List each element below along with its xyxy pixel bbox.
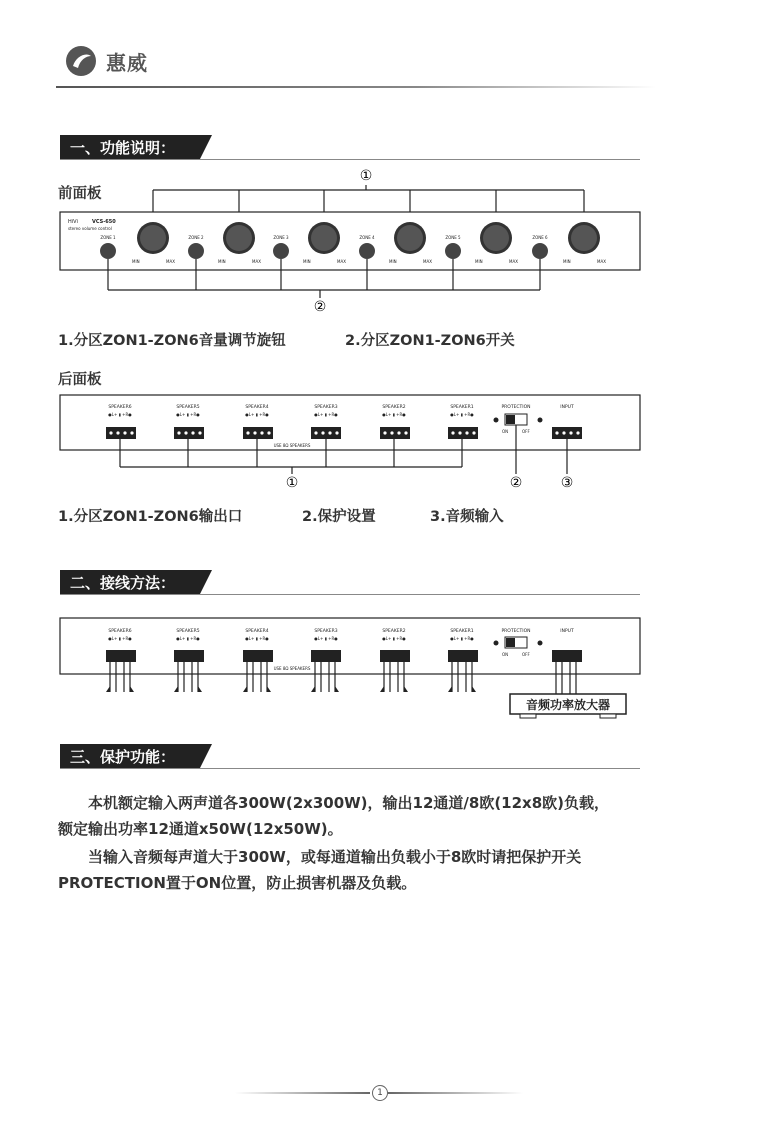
panel-brand: HiVi <box>68 219 78 225</box>
section-header-wiring <box>60 570 200 594</box>
svg-text:●L+ ▮ +R●: ●L+ ▮ +R● <box>450 636 474 641</box>
svg-text:MIN: MIN <box>563 259 571 264</box>
svg-text:SPEAKER3: SPEAKER3 <box>314 405 338 410</box>
section-header-protection <box>60 744 200 768</box>
svg-text:MAX: MAX <box>509 259 518 264</box>
svg-text:●L+ ▮ +R●: ●L+ ▮ +R● <box>108 636 132 641</box>
panel-model: VCS-650 <box>92 219 116 225</box>
protection-paragraph-2 <box>58 844 698 896</box>
speaker-icons <box>106 686 476 692</box>
rear-caption-a: 1.分区ZON1-ZON6输出口 <box>58 509 243 525</box>
rear-callout-3: ③ <box>560 475 574 491</box>
svg-text:●L+ ▮ +R●: ●L+ ▮ +R● <box>176 636 200 641</box>
svg-text:OFF: OFF <box>522 429 530 434</box>
footer-rule-right <box>388 1092 523 1094</box>
svg-text:ZONE 1: ZONE 1 <box>100 235 116 240</box>
p1-line2: 额定输出功率12通道x50W(12x50W)。 <box>58 820 343 838</box>
hivi-logo-icon <box>64 44 98 78</box>
wiring-panel-outline <box>60 618 640 674</box>
svg-text:SPEAKER1: SPEAKER1 <box>450 629 474 634</box>
amplifier-label: 音频功率放大器 <box>525 698 611 712</box>
p2-line2: PROTECTION置于ON位置，防止损害机器及负载。 <box>58 874 417 892</box>
svg-text:INPUT: INPUT <box>560 629 574 634</box>
svg-text:●L+ ▮ +R●: ●L+ ▮ +R● <box>245 636 269 641</box>
svg-text:ZONE 4: ZONE 4 <box>359 235 375 240</box>
svg-text:USE 8Ω SPEAKERS: USE 8Ω SPEAKERS <box>273 666 311 671</box>
front-caption-b: 2.分区ZON1-ZON6开关 <box>345 333 515 349</box>
rear-callout-2: ② <box>509 475 523 491</box>
svg-text:MIN: MIN <box>132 259 140 264</box>
section-underline <box>60 594 640 595</box>
svg-text:ON: ON <box>502 429 509 434</box>
p2-line1: 当输入音频每声道大于300W，或每通道输出负载小于8欧时请把保护开关 <box>88 848 582 866</box>
section-header-functions <box>60 135 200 159</box>
rear-caption-c: 3.音频输入 <box>430 509 504 525</box>
panel-subtitle: stereo volume control <box>68 226 112 231</box>
svg-text:SPEAKER5: SPEAKER5 <box>176 629 200 634</box>
header-divider <box>56 86 656 88</box>
svg-text:ZONE 6: ZONE 6 <box>532 235 548 240</box>
svg-text:SPEAKER3: SPEAKER3 <box>314 629 338 634</box>
page-number: 1 <box>372 1085 388 1101</box>
use-note: USE 8Ω SPEAKERS <box>273 443 311 448</box>
svg-text:SPEAKER6: SPEAKER6 <box>108 629 132 634</box>
rear-panel-outline <box>60 395 640 450</box>
svg-text:●L+ ▮ +R●: ●L+ ▮ +R● <box>450 412 474 417</box>
protection-paragraph-1 <box>58 790 698 842</box>
brand-name: 惠威 <box>106 50 148 75</box>
front-panel-label: 前面板 <box>58 186 102 202</box>
rear-callout-1: ① <box>285 475 299 491</box>
svg-text:●L+ ▮ +R●: ●L+ ▮ +R● <box>176 412 200 417</box>
svg-text:ZONE 3: ZONE 3 <box>273 235 289 240</box>
svg-text:MAX: MAX <box>597 259 606 264</box>
svg-text:SPEAKER4: SPEAKER4 <box>245 629 269 634</box>
svg-text:MAX: MAX <box>337 259 346 264</box>
section-title: 一、功能说明： <box>70 138 176 157</box>
front-panel-diagram <box>50 160 650 320</box>
svg-text:●L+ ▮ +R●: ●L+ ▮ +R● <box>245 412 269 417</box>
svg-text:ZONE 2: ZONE 2 <box>188 235 204 240</box>
rear-caption-b: 2.保护设置 <box>302 509 376 525</box>
svg-text:MAX: MAX <box>252 259 261 264</box>
rear-panel-label: 后面板 <box>58 372 102 388</box>
section-title: 二、接线方法： <box>70 573 176 592</box>
svg-text:INPUT: INPUT <box>560 405 574 410</box>
svg-text:MAX: MAX <box>166 259 175 264</box>
svg-text:ZONE 5: ZONE 5 <box>445 235 461 240</box>
svg-text:SPEAKER4: SPEAKER4 <box>245 405 269 410</box>
svg-text:OFF: OFF <box>522 652 530 657</box>
svg-text:MIN: MIN <box>475 259 483 264</box>
svg-text:●L+ ▮ +R●: ●L+ ▮ +R● <box>382 636 406 641</box>
rear-panel-diagram <box>50 390 650 500</box>
footer-rule-left <box>235 1092 370 1094</box>
brand <box>64 44 148 78</box>
section-underline <box>60 768 640 769</box>
svg-text:●L+ ▮ +R●: ●L+ ▮ +R● <box>382 412 406 417</box>
svg-text:SPEAKER2: SPEAKER2 <box>382 629 406 634</box>
front-caption-a: 1.分区ZON1-ZON6音量调节旋钮 <box>58 333 286 349</box>
svg-text:PROTECTION: PROTECTION <box>501 629 531 634</box>
svg-text:MIN: MIN <box>303 259 311 264</box>
p1-line1: 本机额定输入两声道各300W(2x300W)，输出12通道/8欧(12x8欧)负载， <box>88 794 610 812</box>
wiring-diagram <box>50 612 650 737</box>
svg-text:PROTECTION: PROTECTION <box>501 405 531 410</box>
svg-text:MIN: MIN <box>389 259 397 264</box>
svg-text:MIN: MIN <box>218 259 226 264</box>
svg-text:ON: ON <box>502 652 509 657</box>
svg-text:●L+ ▮ +R●: ●L+ ▮ +R● <box>314 412 338 417</box>
callout-2: ② <box>313 299 327 315</box>
svg-text:MAX: MAX <box>423 259 432 264</box>
callout-1: ① <box>359 168 373 184</box>
svg-text:SPEAKER1: SPEAKER1 <box>450 405 474 410</box>
svg-text:SPEAKER5: SPEAKER5 <box>176 405 200 410</box>
svg-text:SPEAKER2: SPEAKER2 <box>382 405 406 410</box>
svg-text:●L+ ▮ +R●: ●L+ ▮ +R● <box>108 412 132 417</box>
svg-text:SPEAKER6: SPEAKER6 <box>108 405 132 410</box>
svg-text:●L+ ▮ +R●: ●L+ ▮ +R● <box>314 636 338 641</box>
section-title: 三、保护功能： <box>70 747 176 766</box>
